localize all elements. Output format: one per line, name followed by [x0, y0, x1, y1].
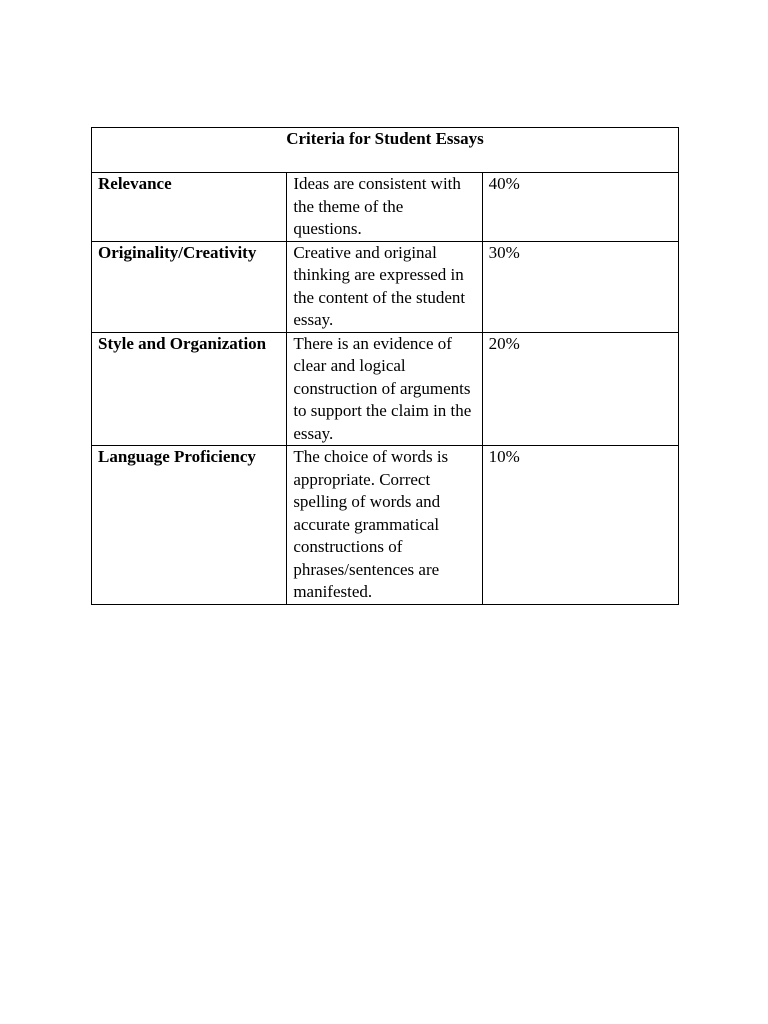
description-cell: Creative and original thinking are expressed in the content of the student essay. — [287, 241, 482, 332]
table-row — [92, 241, 679, 332]
table-row — [92, 446, 679, 605]
table-row — [92, 332, 679, 446]
description-cell: The choice of words is appropriate. Correct spelling of words and accurate grammatical constructions of phrases/sentences are manifested. — [287, 446, 482, 605]
criterion-cell: Language Proficiency — [92, 446, 287, 605]
weight-cell: 30% — [482, 241, 678, 332]
weight-cell: 10% — [482, 446, 678, 605]
weight-cell: 40% — [482, 173, 678, 242]
table-row — [92, 173, 679, 242]
table-title: Criteria for Student Essays — [92, 128, 679, 173]
criterion-cell: Style and Organization — [92, 332, 287, 446]
table-title-row — [92, 128, 679, 173]
criterion-cell: Relevance — [92, 173, 287, 242]
description-cell: There is an evidence of clear and logical construction of arguments to support the claim in the essay. — [287, 332, 482, 446]
criterion-cell: Originality/Creativity — [92, 241, 287, 332]
criteria-table — [91, 127, 679, 605]
description-cell: Ideas are consistent with the theme of the questions. — [287, 173, 482, 242]
weight-cell: 20% — [482, 332, 678, 446]
